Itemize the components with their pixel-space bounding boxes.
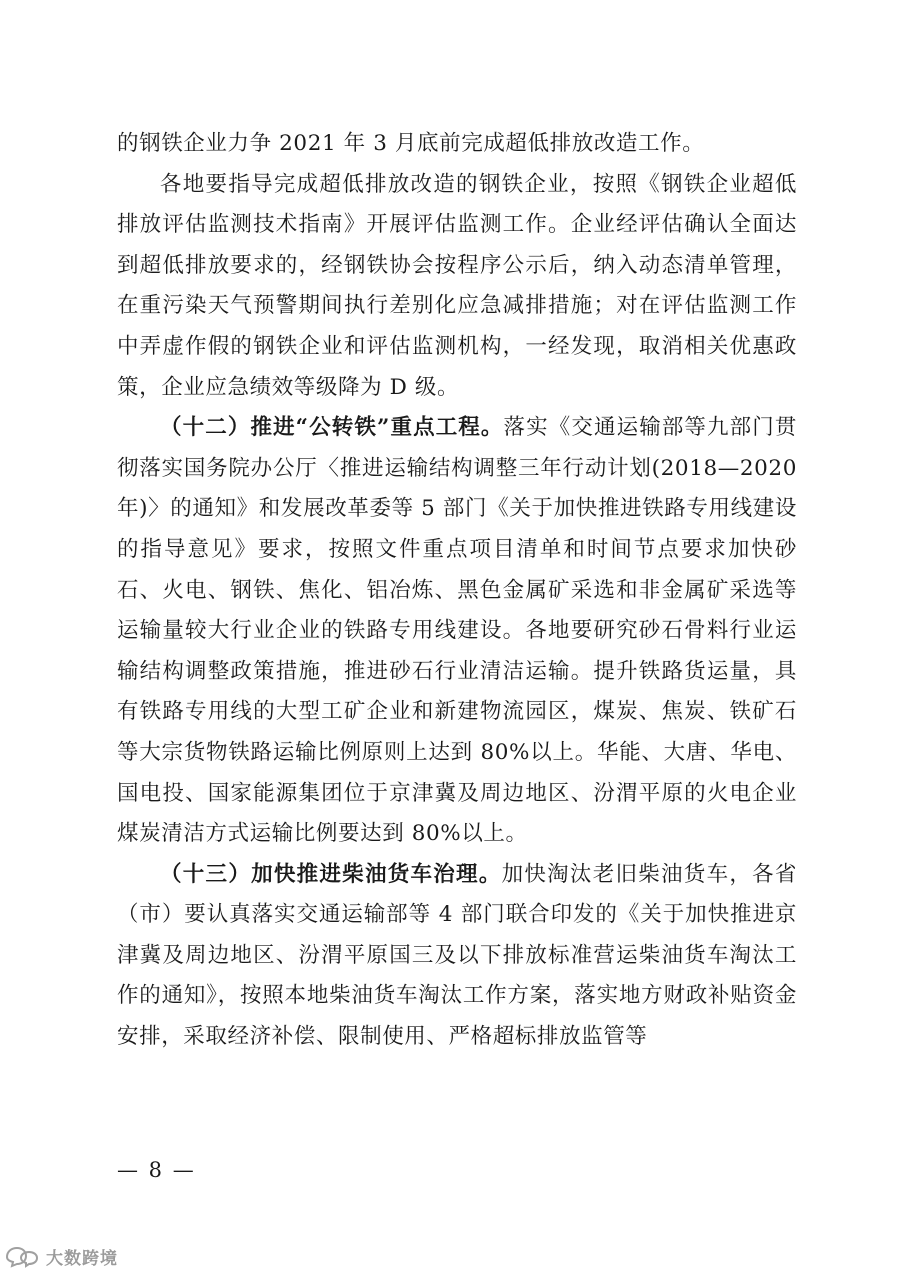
document-body — [117, 124, 797, 1058]
section-12-text: 落实《交通运输部等九部门贯彻落实国务院办公厅〈推进运输结构调整三年行动计划(2018—2020 年)〉的通知》和发展改革委等 5 部门《关于加快推进铁路专用线建设的指导意见》要求，按照文件重点项目清单和时间节点要求加快砂石、火电、钢铁、焦化、铝冶炼、黑色金属矿采选和非金属矿采选等运输量较大行业企业的铁路专用线建设。各地要研究砂石骨料行业运输结构调整政策措施，推进砂石行业清洁运输。提升铁路货运量，具有铁路专用线的大型工矿企业和新建物流园区，煤炭、焦炭、铁矿石等大宗货物铁路运输比例原则上达到 80%以上。华能、大唐、华电、国电投、国家能源集团位于京津冀及周边地区、汾渭平原的火电企业煤炭清洁方式运输比例要达到 80%以上。 — [117, 415, 797, 847]
speech-bubble-logo-icon — [4, 1246, 40, 1268]
paragraph-2 — [117, 165, 797, 409]
paragraph-1-text: 的钢铁企业力争 2021 年 3 月底前完成超低排放改造工作。 — [117, 131, 705, 156]
page-number: — 8 — — [117, 1158, 196, 1182]
section-13-paragraph — [117, 855, 797, 1058]
section-13-heading: （十三）加快推进柴油货车治理。 — [160, 861, 502, 887]
watermark — [4, 1244, 118, 1269]
paragraph-2-text: 各地要指导完成超低排放改造的钢铁企业，按照《钢铁企业超低排放评估监测技术指南》开展评估监测工作。企业经评估确认全面达到超低排放要求的，经钢铁协会按程序公示后，纳入动态清单管理，在重污染天气预警期间执行差别化应急减排措施；对在评估监测工作中弄虚作假的钢铁企业和评估监测机构，一经发现，取消相关优惠政策，企业应急绩效等级降为 D 级。 — [117, 171, 797, 400]
section-13-text: 加快淘汰老旧柴油货车，各省（市）要认真落实交通运输部等 4 部门联合印发的《关于加快推进京津冀及周边地区、汾渭平原国三及以下排放标准营运柴油货车淘汰工作的通知》，按照本地柴油货车淘汰工作方案，落实地方财政补贴资金安排，采取经济补偿、限制使用、严格超标排放监管等 — [117, 861, 797, 1050]
watermark-text: 大数跨境 — [46, 1249, 118, 1269]
section-12-heading: （十二）推进“公转铁”重点工程。 — [160, 415, 504, 441]
paragraph-1 — [117, 124, 797, 165]
section-12-paragraph — [117, 408, 797, 855]
